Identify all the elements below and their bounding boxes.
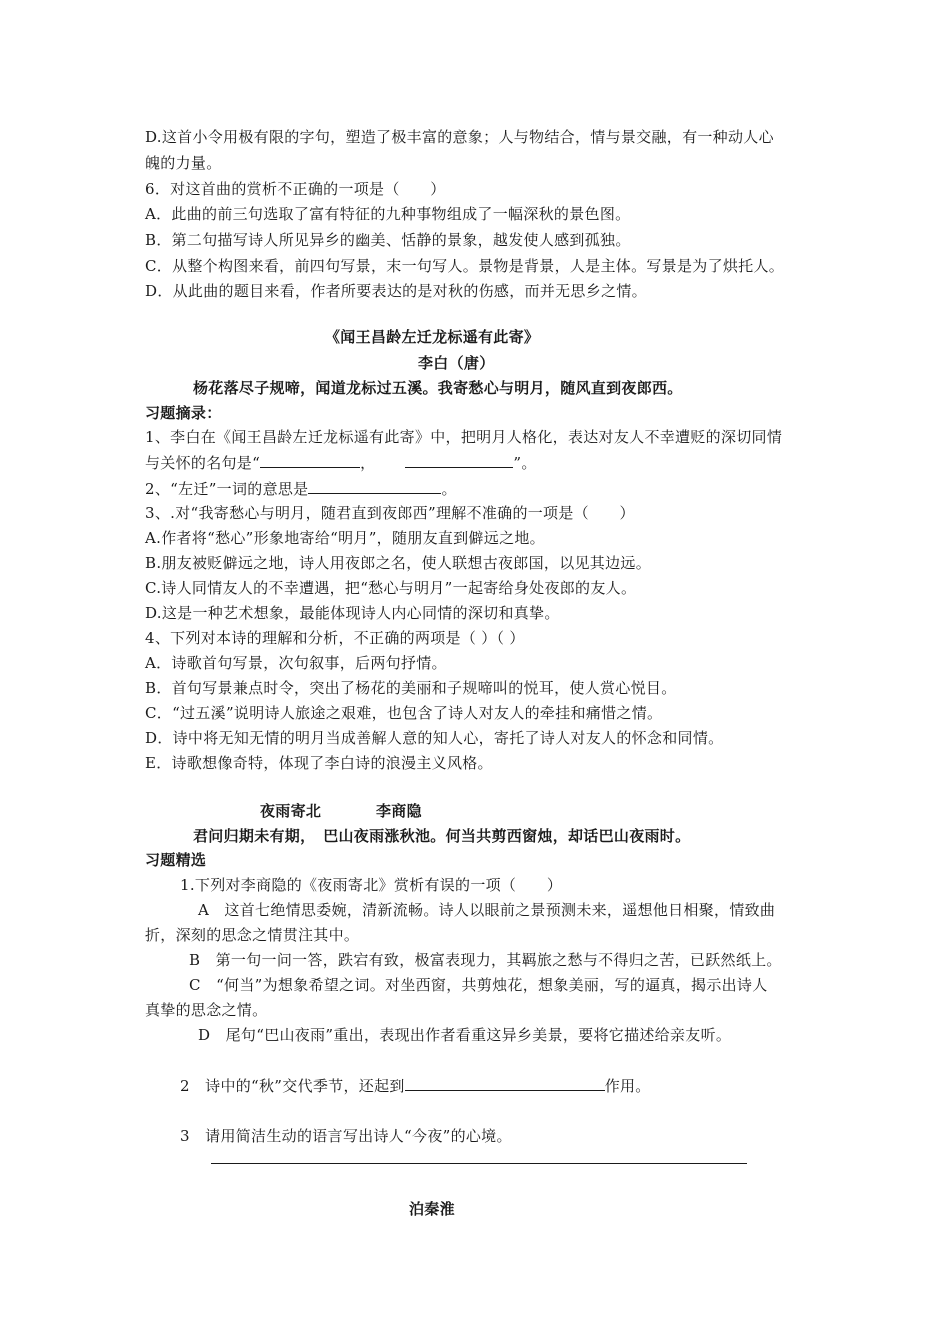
poem-text-yeyu: 君问归期未有期， 巴山夜雨涨秋池。何当共剪西窗烛，却话巴山夜雨时。 (193, 827, 691, 845)
s3-question-2 (180, 1075, 651, 1096)
s3-option-c-line1: C “何当”为想象希望之词。对坐西窗，共剪烛花，想象美丽，写的逼真，揭示出诗人 (189, 976, 768, 994)
s3-question-1: 1.下列对李商隐的《夜雨寄北》赏析有误的一项（ ） (180, 876, 563, 894)
s2-q3-option-b: B.朋友被贬僻远之地，诗人用夜郎之名，使人联想古夜郎国，以见其边远。 (145, 554, 651, 572)
option-d-line1: D.这首小令用极有限的字句，塑造了极丰富的意象；人与物结合，情与景交融，有一种动人心 (145, 128, 774, 146)
s2-question-1-line1: 1、李白在《闻王昌龄左迁龙标遥有此寄》中，把明月人格化，表达对友人不幸遭贬的深切同情 (145, 428, 783, 446)
s2-q4-option-a: A．诗歌首句写景，次句叙事，后两句抒情。 (145, 654, 447, 672)
s2-q3-option-d: D.这是一种艺术想象，最能体现诗人内心同情的深切和真挚。 (145, 604, 560, 622)
q2-prefix: 2、“左迁”一词的意思是 (145, 480, 309, 498)
s3-option-a-line2: 折，深刻的思念之情贯注其中。 (145, 926, 360, 944)
poem-title-wenwang: 《闻王昌龄左迁龙标遥有此寄》 (325, 328, 540, 346)
answer-blank-2[interactable] (405, 452, 513, 468)
s2-q4-option-e: E．诗歌想像奇特，体现了李白诗的浪漫主义风格。 (145, 754, 493, 772)
answer-blank-4[interactable] (405, 1075, 605, 1091)
q2-suffix: 。 (441, 480, 457, 498)
answer-blank-1[interactable] (260, 452, 360, 468)
s3-question-3: 3 请用简洁生动的语言写出诗人“今夜”的心境。 (180, 1127, 512, 1145)
s3-q2-suffix: 作用。 (604, 1077, 651, 1095)
s3-option-c-line2: 真挚的思念之情。 (145, 1001, 268, 1019)
answer-blank-3[interactable] (308, 478, 441, 494)
q1-separator: ， (360, 454, 376, 472)
poem-author-libai: 李白（唐） (418, 354, 495, 372)
s2-question-2 (145, 478, 457, 499)
q6-option-a: A．此曲的前三句选取了富有特征的九种事物组成了一幅深秋的景色图。 (145, 205, 631, 223)
answer-line[interactable] (211, 1163, 747, 1164)
s2-question-4: 4、下列对本诗的理解和分析，不正确的两项是（ ）（ ） (145, 629, 525, 647)
q6-option-c: C．从整个构图来看，前四句写景，末一句写人。景物是背景，人是主体。写景是为了烘托人。 (145, 257, 785, 275)
s2-q3-option-a: A.作者将“愁心”形象地寄给“明月”，随朋友直到僻远之地。 (145, 529, 545, 547)
s3-q2-prefix: 2 诗中的“秋”交代季节，还起到 (180, 1077, 405, 1095)
s2-question-1-line2 (145, 452, 537, 473)
s3-option-b: B 第一句一问一答，跌宕有致，极富表现力，其羁旅之愁与不得归之苦，已跃然纸上。 (189, 951, 782, 969)
s3-option-d: D 尾句“巴山夜雨”重出，表现出作者看重这异乡美景，要将它描述给亲友听。 (198, 1026, 732, 1044)
q1-suffix: ”。 (513, 454, 537, 472)
s3-option-a-line1: A 这首七绝情思委婉，清新流畅。诗人以眼前之景预测未来，遥想他日相聚，情致曲 (198, 901, 776, 919)
question-6: 6．对这首曲的赏析不正确的一项是（ ） (145, 180, 446, 198)
poem-title-yeyu: 夜雨寄北 (260, 802, 322, 820)
s2-q4-option-b: B．首句写景兼点时令，突出了杨花的美丽和子规啼叫的悦耳，使人赏心悦目。 (145, 679, 677, 697)
q6-option-b: B．第二句描写诗人所见异乡的幽美、恬静的景象，越发使人感到孤独。 (145, 231, 631, 249)
poem-author-lishangyin: 李商隐 (376, 802, 422, 820)
poem-title-boqinhuai: 泊秦淮 (409, 1200, 455, 1218)
s2-question-3: 3、.对“我寄愁心与明月，随君直到夜郎西”理解不准确的一项是（ ） (145, 504, 635, 522)
s2-q4-option-c: C．“过五溪”说明诗人旅途之艰难，也包含了诗人对友人的牵挂和痛惜之情。 (145, 704, 663, 722)
option-d-line2: 魄的力量。 (145, 154, 222, 172)
s2-q3-option-c: C.诗人同情友人的不幸遭遇，把“愁心与明月”一起寄给身处夜郎的友人。 (145, 579, 637, 597)
q1-prefix: 与关怀的名句是“ (145, 454, 261, 472)
exercise-heading-2: 习题精选 (145, 851, 207, 869)
poem-text-wenwang: 杨花落尽子规啼，闻道龙标过五溪。我寄愁心与明月，随风直到夜郎西。 (193, 379, 683, 397)
s2-q4-option-d: D．诗中将无知无情的明月当成善解人意的知人心，寄托了诗人对友人的怀念和同情。 (145, 729, 724, 747)
q6-option-d: D．从此曲的题目来看，作者所要表达的是对秋的伤感，而并无思乡之情。 (145, 282, 647, 300)
exercise-heading: 习题摘录： (145, 404, 222, 422)
